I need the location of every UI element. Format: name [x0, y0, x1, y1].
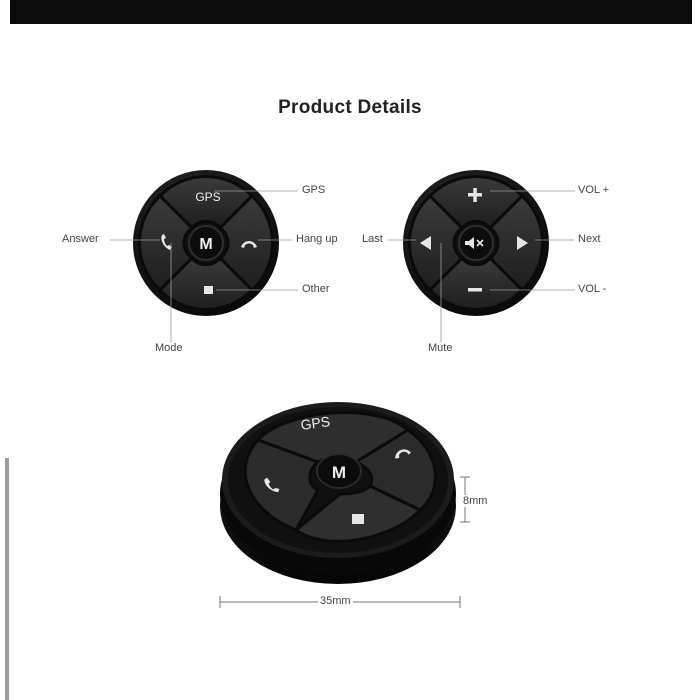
- remote-left-mode-label: M: [199, 236, 213, 253]
- label-hang-up: Hang up: [296, 233, 338, 245]
- device-3d-view: [220, 402, 456, 584]
- remote-right: [403, 170, 549, 316]
- remote-left-gps-button-label: GPS: [195, 190, 221, 204]
- device-mode-label: M: [331, 463, 347, 482]
- remote-right-mute-button[interactable]: [459, 226, 493, 260]
- minus-icon: [468, 288, 482, 292]
- dimension-height-label: 8mm: [463, 495, 488, 507]
- square-icon: [204, 286, 213, 294]
- label-mode: Mode: [155, 342, 183, 354]
- label-vol-up: VOL +: [578, 184, 610, 196]
- remote-left: [133, 170, 279, 316]
- label-last: Last: [362, 233, 383, 245]
- label-mute: Mute: [428, 342, 453, 354]
- dimension-width-label: 35mm: [320, 595, 351, 607]
- label-answer: Answer: [62, 233, 99, 245]
- device-gps-button-label: GPS: [299, 413, 332, 434]
- page-title: Product Details: [278, 97, 422, 118]
- label-other: Other: [302, 283, 330, 295]
- label-next: Next: [578, 233, 601, 245]
- label-gps: GPS: [302, 184, 326, 196]
- device-square-icon: [352, 514, 364, 524]
- label-vol-down: VOL -: [578, 283, 607, 295]
